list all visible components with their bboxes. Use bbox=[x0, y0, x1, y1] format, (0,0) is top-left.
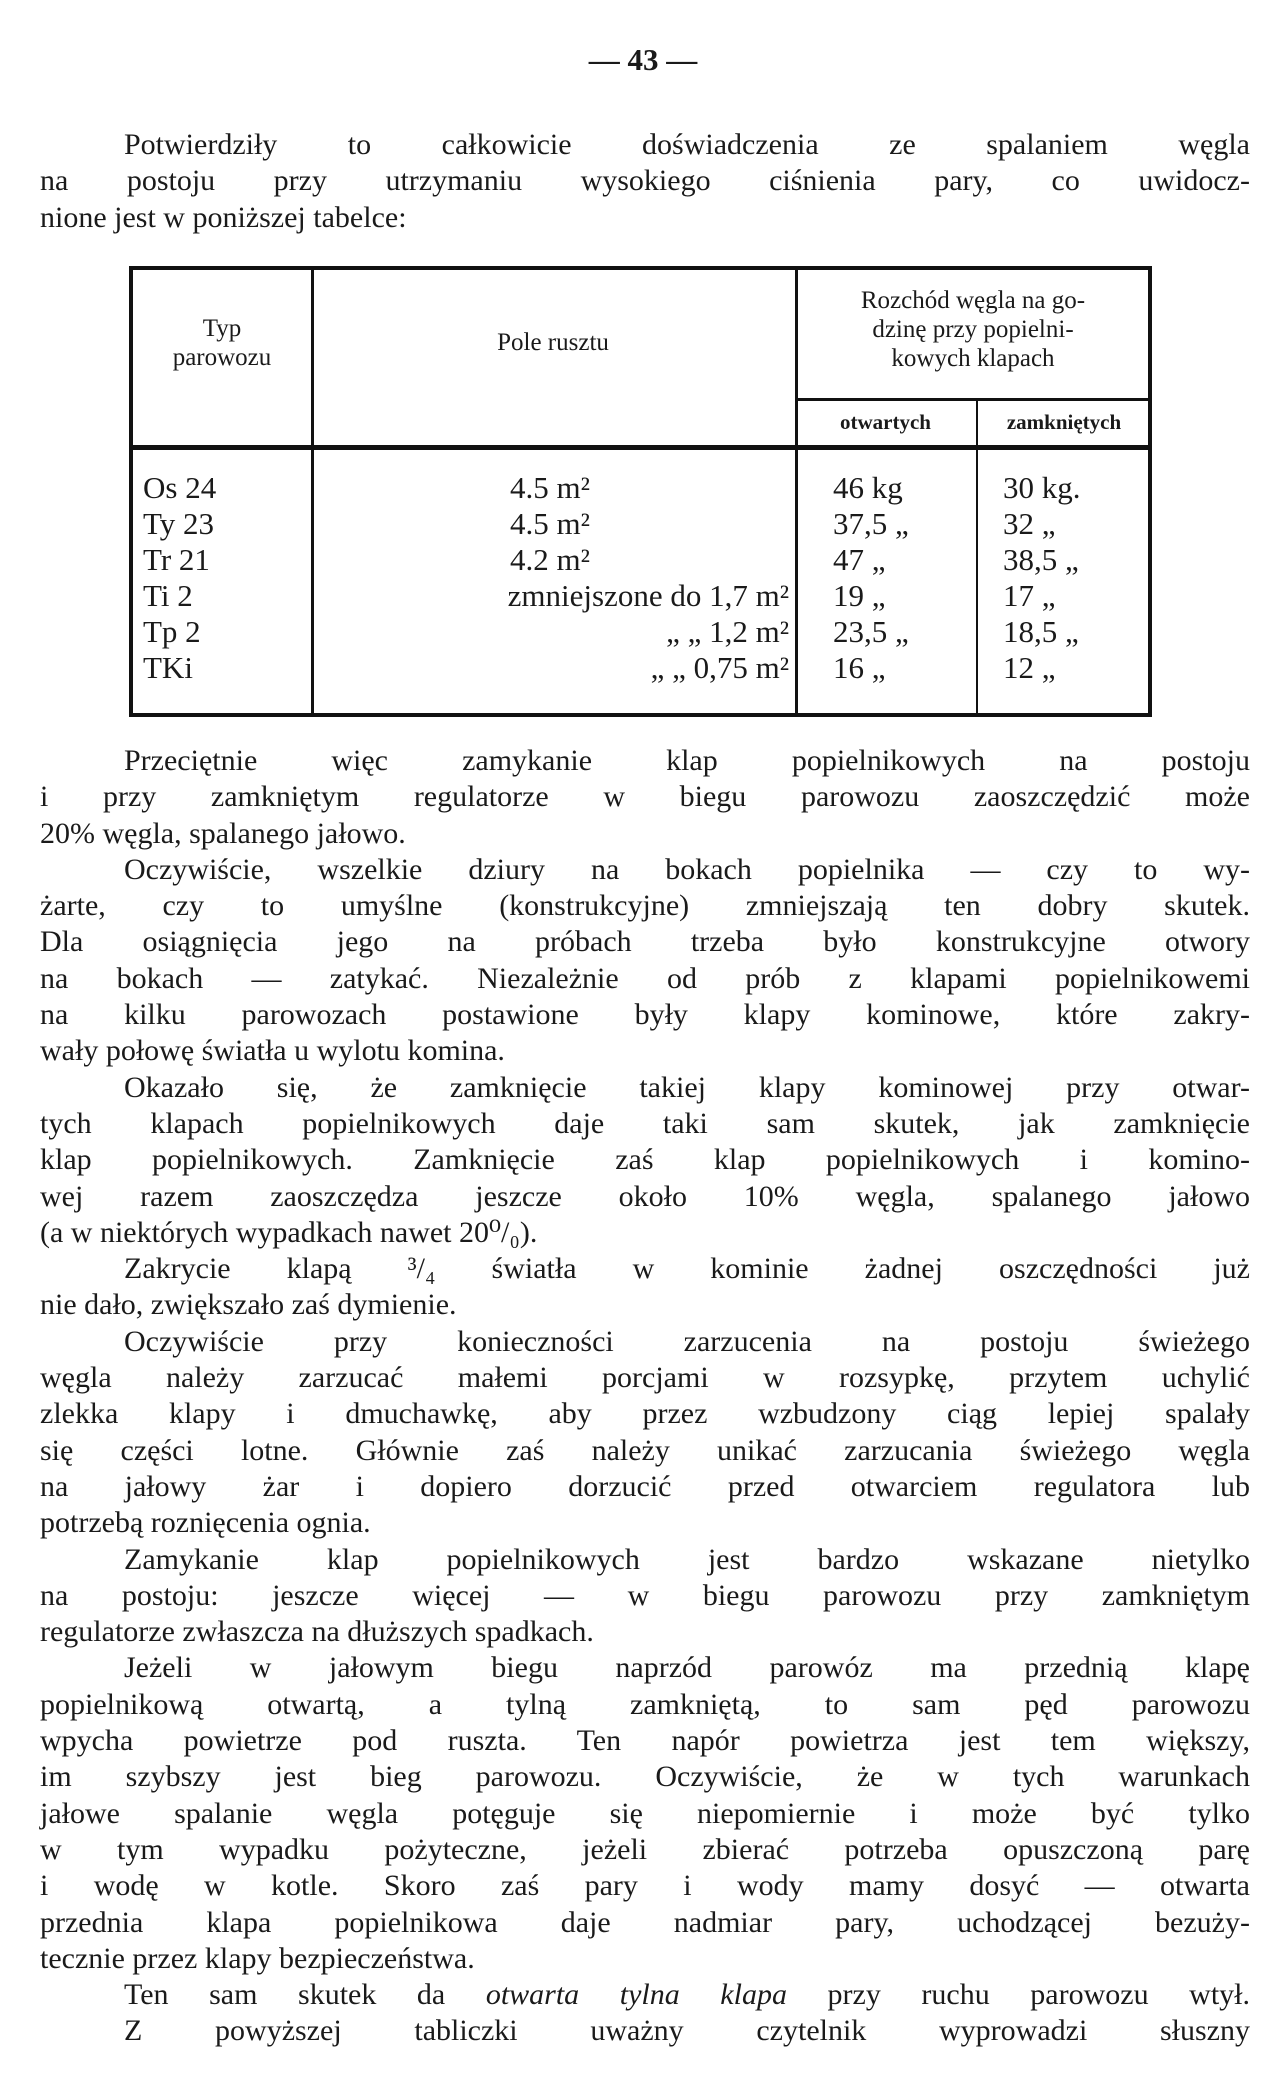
header-closed: zamkniętych bbox=[1006, 410, 1122, 434]
text-line: jałowe spalanie węgla potęguje się niepomiernie i może być tylko bbox=[40, 1796, 1250, 1830]
text-span-before: Ten sam skutek da bbox=[124, 1978, 486, 2012]
cell-open: 37,5 „ bbox=[833, 506, 909, 541]
text-line: Zamykanie klap popielnikowych jest bardzo wskazane nietylko bbox=[124, 1542, 1250, 1576]
text-line: i wodę w kotle. Skoro zaś pary i wody mamy dosyć — otwarta bbox=[40, 1869, 1250, 1903]
text-line: przednia klapa popielnikowa daje nadmiar pary, uchodzącej bezuży- bbox=[40, 1905, 1250, 1939]
cell-open: 23,5 „ bbox=[833, 614, 909, 649]
text-line: Oczywiście przy konieczności zarzucenia na postoju świeżego bbox=[124, 1324, 1250, 1358]
text-span-after: przy ruchu parowozu wtył. bbox=[786, 1978, 1250, 2012]
text-line: na kilku parowozach postawione były klapy kominowe, które zakry- bbox=[40, 998, 1250, 1032]
text-span-italic: otwarta tylna klapa bbox=[485, 1978, 787, 2012]
text-line: tecznie przez klapy bezpieczeństwa. bbox=[40, 1941, 475, 1975]
text-line: na postoju przy utrzymaniu wysokiego ciśnienia pary, co uwidocz- bbox=[40, 164, 1250, 198]
cell-grate: 4.2 m² bbox=[510, 542, 590, 577]
coal-consumption-table bbox=[129, 266, 1152, 717]
cell-grate: 4.5 m² bbox=[510, 506, 590, 541]
text-line: klap popielnikowych. Zamknięcie zaś klap popielnikowych i komino- bbox=[40, 1143, 1250, 1177]
cell-open: 19 „ bbox=[833, 578, 886, 613]
text-line: Jeżeli w jałowym biegu naprzód parowóz ma przednią klapę bbox=[124, 1651, 1250, 1685]
text-line: Dla osiągnięcia jego na próbach trzeba było konstrukcyjne otwory bbox=[40, 925, 1250, 959]
text-line: im szybszy jest bieg parowozu. Oczywiście, że w tych warunkach bbox=[40, 1760, 1250, 1794]
text-line: tych klapach popielnikowych daje taki sam skutek, jak zamknięcie bbox=[40, 1106, 1250, 1140]
text-line: na postoju: jeszcze więcej — w biegu parowozu przy zamkniętym bbox=[40, 1578, 1250, 1612]
text-line: i przy zamkniętym regulatorze w biegu parowozu zaoszczędzić może bbox=[40, 780, 1250, 814]
intro-paragraph bbox=[40, 127, 1250, 236]
cell-open: 47 „ bbox=[833, 542, 886, 577]
cell-closed: 17 „ bbox=[1003, 578, 1056, 613]
header-grate: Pole rusztu bbox=[497, 329, 609, 356]
text-line: (a w niektórych wypadkach nawet 20⁰/₀). bbox=[40, 1215, 538, 1249]
cell-grate: „ „ 0,75 m² bbox=[650, 650, 789, 685]
cell-closed: 18,5 „ bbox=[1003, 614, 1079, 649]
header-text: dzinę przy popielni- bbox=[872, 316, 1074, 343]
page-number: — 43 — bbox=[588, 42, 698, 77]
text-line: Zakrycie klapą ³/₄ światła w kominie żadnej oszczędności już bbox=[124, 1252, 1250, 1286]
body-text bbox=[40, 743, 1250, 2050]
cell-grate: „ „ 1,2 m² bbox=[666, 614, 789, 649]
text-line: Oczywiście, wszelkie dziury na bokach popielnika — czy to wy- bbox=[124, 852, 1250, 886]
text-line: 20% węgla, spalanego jałowo. bbox=[40, 816, 406, 850]
text-line: na bokach — zatykać. Niezależnie od prób z klapami popielnikowemi bbox=[40, 961, 1250, 995]
text-line: popielnikową otwartą, a tylną zamkniętą, to sam pęd parowozu bbox=[40, 1687, 1250, 1721]
cell-type: Tp 2 bbox=[143, 614, 201, 649]
text-line: regulatorze zwłaszcza na dłuższych spadkach. bbox=[40, 1615, 594, 1649]
header-text: kowych klapach bbox=[891, 345, 1055, 372]
text-line: Przeciętnie więc zamykanie klap popielnikowych na postoju bbox=[124, 744, 1250, 777]
cell-closed: 32 „ bbox=[1003, 506, 1056, 541]
header-type bbox=[133, 314, 311, 372]
text-line: się części lotne. Głównie zaś należy unikać zarzucania świeżego węgla bbox=[40, 1433, 1250, 1467]
text-line: w tym wypadku pożyteczne, jeżeli zbierać potrzeba opuszczoną parę bbox=[40, 1832, 1250, 1866]
cell-type: TKi bbox=[143, 650, 193, 685]
cell-type: Os 24 bbox=[143, 470, 217, 505]
cell-closed: 38,5 „ bbox=[1003, 542, 1079, 577]
cell-open: 46 kg bbox=[833, 470, 903, 505]
header-open: otwartych bbox=[840, 410, 931, 434]
cell-type: Ty 23 bbox=[143, 506, 215, 541]
text-line: Z powyższej tabliczki uważny czytelnik wyprowadzi słuszny bbox=[124, 2014, 1250, 2048]
cell-closed: 30 kg. bbox=[1003, 470, 1081, 505]
text-line: Okazało się, że zamknięcie takiej klapy kominowej przy otwar- bbox=[124, 1070, 1250, 1104]
text-line: żarte, czy to umyślne (konstrukcyjne) zmniejszają ten dobry skutek. bbox=[40, 889, 1250, 923]
text-line: zlekka klapy i dmuchawkę, aby przez wzbudzony ciąg lepiej spalały bbox=[40, 1397, 1250, 1431]
text-line: na jałowy żar i dopiero dorzucić przed otwarciem regulatora lub bbox=[40, 1469, 1250, 1503]
cell-grate: 4.5 m² bbox=[510, 470, 590, 505]
text-line: nie dało, zwiększało zaś dymienie. bbox=[40, 1288, 457, 1322]
text-line: węgla należy zarzucać małemi porcjami w rozsypkę, przytem uchylić bbox=[40, 1361, 1250, 1395]
text-line: wej razem zaoszczędza jeszcze około 10% węgla, spalanego jałowo bbox=[40, 1179, 1250, 1213]
cell-open: 16 „ bbox=[833, 650, 886, 685]
cell-closed: 12 „ bbox=[1003, 650, 1056, 685]
header-consumption bbox=[798, 286, 1148, 373]
cell-type: Tr 21 bbox=[143, 542, 210, 577]
text-line: wały połowę światła u wylotu komina. bbox=[40, 1034, 505, 1068]
text-line: Potwierdziły to całkowicie doświadczenia ze spalaniem węgla bbox=[124, 128, 1250, 161]
header-text: parowozu bbox=[172, 344, 272, 371]
text-line: wpycha powietrze pod ruszta. Ten napór powietrza jest tem większy, bbox=[40, 1724, 1250, 1758]
header-text: Typ bbox=[202, 315, 242, 342]
text-line: potrzebą roznięcenia ognia. bbox=[40, 1506, 371, 1540]
text-line bbox=[40, 1977, 1250, 2013]
header-text: Rozchód węgla na go- bbox=[860, 287, 1086, 314]
cell-grate: zmniejszone do 1,7 m² bbox=[507, 578, 789, 613]
text-line: nione jest w poniższej tabelce: bbox=[40, 200, 407, 234]
cell-type: Ti 2 bbox=[143, 578, 193, 613]
